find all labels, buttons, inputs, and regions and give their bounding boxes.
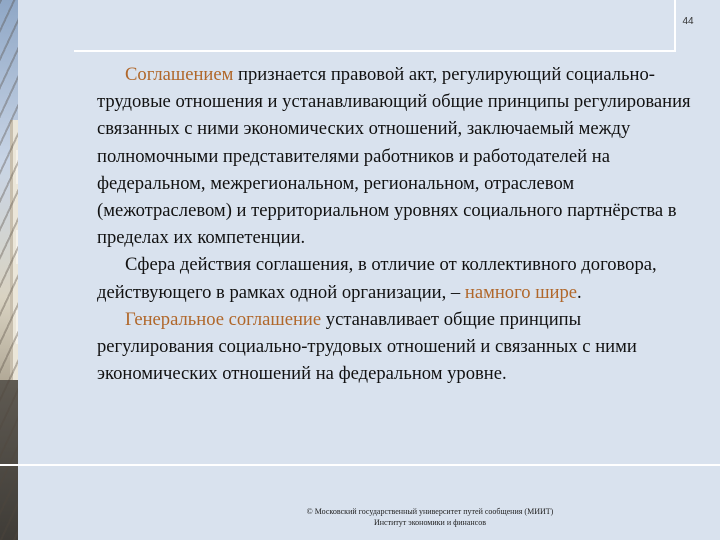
- scope-highlight: намного шире: [464, 281, 578, 303]
- top-divider: [74, 50, 674, 52]
- footer-university: © Московский государственный университет путей сообщения (МИИТ): [306, 507, 554, 516]
- paragraph-definition: [97, 61, 697, 251]
- paragraph-scope: [97, 251, 697, 305]
- general-agreement-text: устанавливает общие принципы регулирования социально-трудовых отношений и связанных с ними экономических отношений на федеральном уровне.: [97, 308, 637, 385]
- footer: [120, 506, 720, 528]
- footer-institute: Институт экономики и финансов: [373, 518, 486, 527]
- slide-content: [97, 61, 697, 387]
- term-general-agreement: Генеральное соглашение: [125, 308, 322, 330]
- bottom-divider: [0, 464, 720, 466]
- slide-number: 44: [682, 16, 694, 27]
- definition-text: признается правовой акт, регулирующий социально-трудовые отношения и устанавливающий общие принципы регулирования связанных с ними экономических отношений, заключаемый между полномочными представителями работников и работодателей на федеральном, межрегиональном, региональном, отраслевом (межотраслевом) и территориальном уровнях социального партнёрства в пределах их компетенции.: [97, 64, 691, 249]
- scope-tail: .: [577, 281, 582, 303]
- scope-text: Сфера действия соглашения, в отличие от коллективного договора, действующего в рамках одной организации, –: [97, 254, 657, 303]
- paragraph-general-agreement: [97, 306, 697, 388]
- term-agreement: Соглашением: [125, 64, 234, 85]
